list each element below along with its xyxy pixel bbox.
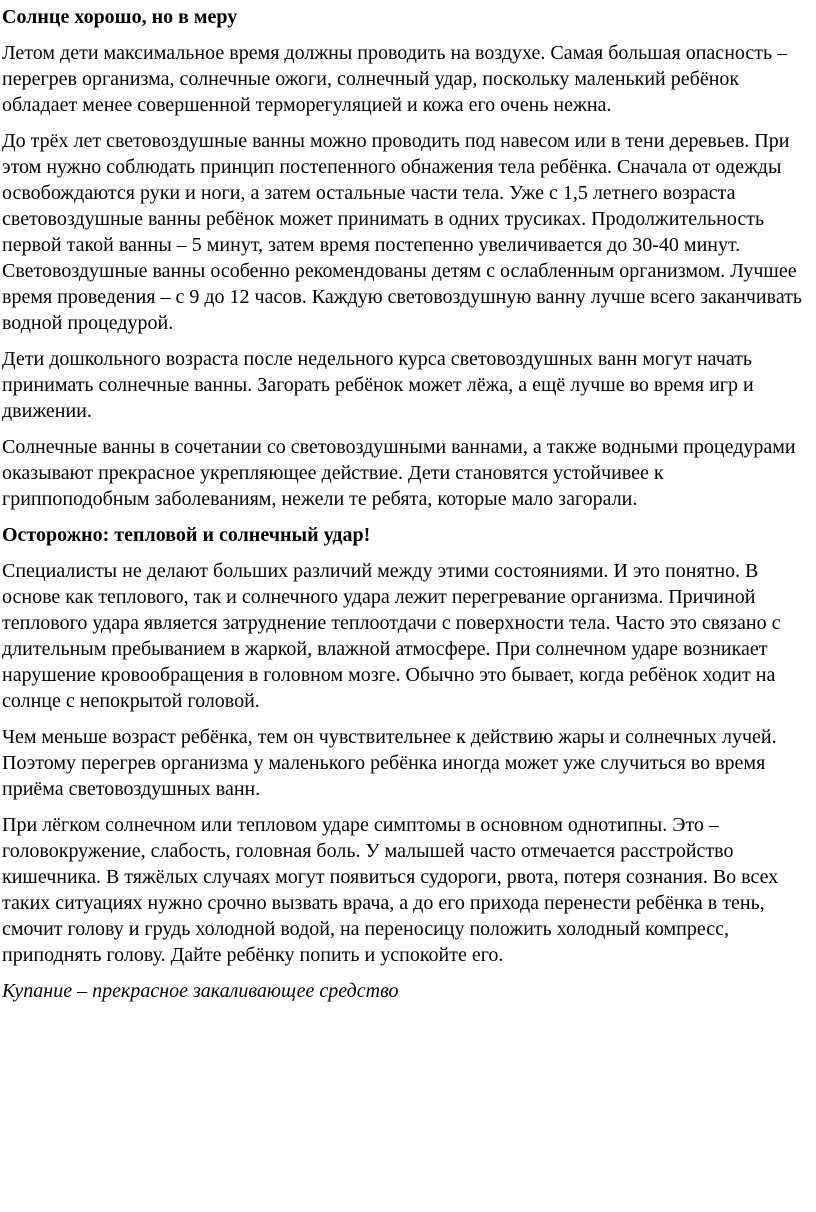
paragraph: Дети дошкольного возраста после недельного курса световоздушных ванн могут начать принимать солнечные ванны. Загорать ребёнок может лёжа, а ещё лучше во время игр и движении. — [2, 348, 754, 422]
paragraph: Летом дети максимальное время должны проводить на воздухе. Самая большая опасность – перегрев организма, солнечные ожоги, солнечный удар, поскольку маленький ребёнок обладает менее совершенной терморегуляцией и кожа его очень нежна. — [2, 42, 788, 116]
section-sun-exposure — [2, 4, 810, 512]
section-heading: Солнце хорошо, но в меру — [2, 6, 238, 28]
section-heading: Осторожно: тепловой и солнечный удар! — [2, 524, 371, 546]
paragraph: До трёх лет световоздушные ванны можно проводить под навесом или в тени деревьев. При этом нужно соблюдать принцип постепенного обнажения тела ребёнка. Сначала от одежды освобождаются руки и ноги, а затем остальные части тела. Уже с 1,5 летнего возраста световоздушные ванны ребёнок может принимать в одних трусиках. Продолжительность первой такой ванны – 5 минут, затем время постепенно увеличивается до 30-40 минут. Световоздушные ванны особенно рекомендованы детям с ослабленным организмом. Лучшее время проведения – с 9 до 12 часов. Каждую световоздушную ванну лучше всего заканчивать водной процедурой. — [2, 130, 803, 334]
paragraph: При лёгком солнечном или тепловом ударе симптомы в основном однотипны. Это – головокружение, слабость, головная боль. У малышей часто отмечается расстройство кишечника. В тяжёлых случаях могут появиться судороги, рвота, потеря сознания. Во всех таких ситуациях нужно срочно вызвать врача, а до его прихода перенести ребёнка в тень, смочит голову и грудь холодной водой, на переносицу положить холодный компресс, приподнять голову. Дайте ребёнку попить и успокойте его. — [2, 814, 779, 966]
paragraph: Специалисты не делают больших различий между этими состояниями. И это понятно. В основе как теплового, так и солнечного удара лежит перегревание организма. Причиной теплового удара является затруднение теплоотдачи с поверхности тела. Часто это связано с длительным пребыванием в жаркой, влажной атмосфере. При солнечном ударе возникает нарушение кровообращения в головном мозге. Обычно это бывает, когда ребёнок ходит на солнце с непокрытой головой. — [2, 560, 781, 712]
closing-subheading: Купание – прекрасное закаливающее средство — [2, 980, 399, 1002]
section-heat-stroke — [2, 522, 810, 968]
paragraph: Солнечные ванны в сочетании со световоздушными ваннами, а также водными процедурами оказывают прекрасное укрепляющее действие. Дети становятся устойчивее к гриппоподобным заболеваниям, нежели те ребята, которые мало загорали. — [2, 436, 796, 510]
paragraph: Чем меньше возраст ребёнка, тем он чувствительнее к действию жары и солнечных лучей. Поэтому перегрев организма у маленького ребёнка иногда может уже случиться во время приёма световоздушных ванн. — [2, 726, 777, 800]
